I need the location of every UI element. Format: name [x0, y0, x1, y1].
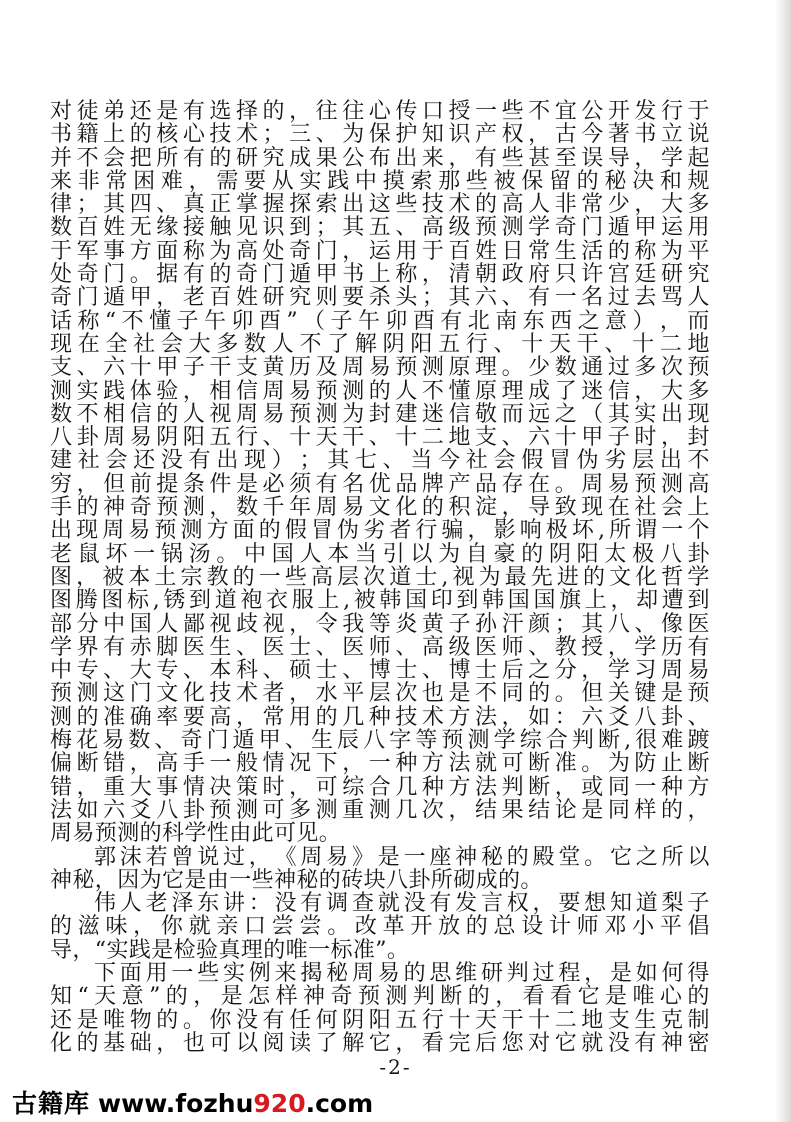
- text-line: 图 ， 被 本 土 宗 教 的 一 些 高 层 次 道 士 , 视 为 最 先 进 的 文 化 哲 学: [50, 564, 710, 590]
- page-number: -2-: [379, 1055, 412, 1079]
- text-line: 中 专 、 大 专 、 本 科 、 硕 士 、 博 士 、 博 士 后 之 分 ， 学 习 周 易: [50, 658, 710, 684]
- text-line: 梅 花 易 数 、 奇 门 遁 甲 、 生 辰 八 字 等 预 测 学 综 合 判 断 , 很 难 踱: [50, 728, 710, 754]
- text-line: 数 不 相 信 的 人 视 周 易 预 测 为 封 建 迷 信 敬 而 远 之 （ 其 实 出 现: [50, 401, 710, 427]
- text-line: 伟 人 老 泽 东 讲 ： 没 有 调 查 就 没 有 发 言 权 ， 要 想 知 道 梨 子: [94, 891, 710, 917]
- text-line: 老 鼠 坏 一 锅 汤 。 中 国 人 本 当 引 以 为 自 豪 的 阴 阳 太 极 八 卦: [50, 541, 710, 567]
- text-line: 的 滋 味 ， 你 就 亲 口 尝 尝 。 改 革 开 放 的 总 设 计 师 邓 小 平 倡: [50, 914, 710, 940]
- text-line: 并 不 会 把 所 有 的 研 究 成 果 公 布 出 来 ， 有 些 甚 至 误 导 ， 学 起: [50, 145, 710, 171]
- text-line: 周易预测的科学性由此可见。: [50, 821, 342, 847]
- text-line: 测 实 践 体 验 ， 相 信 周 易 预 测 的 人 不 懂 原 理 成 了 迷 信 ， 大 多: [50, 378, 710, 404]
- body-text: [50, 100, 710, 1055]
- text-line: 书 籍 上 的 核 心 技 术 ； 三 、 为 保 护 知 识 产 权 ， 古 今 著 书 立 说: [50, 122, 710, 148]
- text-line: 数 百 姓 无 缘 接 触 见 识 到 ； 其 五 、 高 级 预 测 学 奇 门 遁 甲 运 用: [50, 215, 710, 241]
- text-line: 图 腾 图 标 , 锈 到 道 袍 衣 服 上 , 被 韩 国 印 到 韩 国 国 旗 上 ， 却 遭 到: [50, 588, 710, 614]
- text-line: 穷 ， 但 前 提 条 件 是 必 须 有 名 优 品 牌 产 品 存 在 。 周 易 预 测 高: [50, 471, 710, 497]
- text-line: 测 的 准 确 率 要 高 ， 常 用 的 几 种 技 术 方 法 ， 如 ： 六 爻 八 卦 、: [50, 704, 710, 730]
- text-line: 奇 门 遁 甲 ， 老 百 姓 研 究 则 要 杀 头 ； 其 六 、 有 一 名 过 去 骂 人: [50, 285, 710, 311]
- text-line: 学 界 有 赤 脚 医 生 、 医 士 、 医 师 、 高 级 医 师 、 教 授 ， 学 历 有: [50, 634, 710, 660]
- text-line: 对 徒 弟 还 是 有 选 择 的 ， 往 往 心 传 口 授 一 些 不 宜 公 开 发 行 于: [50, 99, 710, 124]
- watermark: [12, 1084, 373, 1120]
- text-line: 手 的 神 奇 预 测 ， 数 千 年 周 易 文 化 的 积 淀 ， 导 致 现 在 社 会 上: [50, 495, 710, 521]
- watermark-url-prefix: www.fozhu: [98, 1089, 254, 1118]
- text-line: 导，“实践是检验真理的唯一标准”。: [50, 937, 410, 963]
- text-line: 于 军 事 方 面 称 为 高 处 奇 门 ， 运 用 于 百 姓 日 常 生 活 的 称 为 平: [50, 238, 710, 264]
- text-line: 还 是 唯 物 的 。 你 没 有 任 何 阴 阳 五 行 十 天 干 十 二 地 支 生 克 制: [50, 1007, 710, 1033]
- text-line: 律 ； 其 四 、 真 正 掌 握 探 索 出 这 些 技 术 的 高 人 非 常 少 ， 大 多: [50, 192, 710, 218]
- watermark-url-suffix: .com: [305, 1089, 374, 1118]
- text-line: 神秘，因为它是由一些神秘的砖块八卦所砌成的。: [50, 867, 543, 893]
- watermark-site-name: 古籍库: [12, 1089, 91, 1118]
- text-line: 下 面 用 一 些 实 例 来 揭 秘 周 易 的 思 维 研 判 过 程 ， 是 如 何 得: [94, 960, 710, 986]
- text-line: 建 社 会 还 没 有 出 现 ） ； 其 七 、 当 今 社 会 假 冒 伪 劣 层 出 不: [50, 448, 710, 474]
- text-line: 预 测 这 门 文 化 技 术 者 ， 水 平 层 次 也 是 不 同 的 。 但 关 键 是 预: [50, 681, 710, 707]
- text-line: 知 “ 天 意 ” 的 ， 是 怎 样 神 奇 预 测 判 断 的 ， 看 看 它 是 唯 心 的: [50, 984, 710, 1010]
- text-line: 部 分 中 国 人 鄙 视 歧 视 ， 令 我 等 炎 黄 子 孙 汗 颜 ； 其 八 、 像 医: [50, 611, 710, 637]
- text-line: 偏 断 错 ， 高 手 一 般 情 况 下 ， 一 种 方 法 就 可 断 准 。 为 防 止 断: [50, 751, 710, 777]
- text-line: 现 在 全 社 会 大 多 数 人 不 了 解 阴 阳 五 行 、 十 天 干 、 十 二 地: [50, 331, 710, 357]
- text-line: 话 称 “ 不 懂 子 午 卯 酉 ” （ 子 午 卯 酉 有 北 南 东 西 之 意 ） ， 而: [50, 308, 710, 334]
- text-line: 郭 沫 若 曾 说 过 ， 《 周 易 》 是 一 座 神 秘 的 殿 堂 。 它 之 所 以: [94, 844, 710, 870]
- text-line: 处 奇 门 。 据 有 的 奇 门 遁 甲 书 上 称 ， 清 朝 政 府 只 许 宫 廷 研 究: [50, 262, 710, 288]
- text-line: 化 的 基 础 ， 也 可 以 阅 读 了 解 它 ， 看 完 后 您 对 它 就 没 有 神 密: [50, 1030, 710, 1056]
- text-line: 法 如 六 爻 八 卦 预 测 可 多 测 重 测 几 次 ， 结 果 结 论 是 同 样 的 ，: [50, 797, 710, 823]
- text-line: 支 、 六 十 甲 子 干 支 黄 历 及 周 易 预 测 原 理 。 少 数 通 过 多 次 预: [50, 355, 710, 381]
- scan-shadow-edge: [775, 0, 791, 1122]
- text-line: 八 卦 周 易 阴 阳 五 行 、 十 天 干 、 十 二 地 支 、 六 十 甲 子 时 ， 封: [50, 425, 710, 451]
- text-line: 来 非 常 困 难 ， 需 要 从 实 践 中 摸 索 那 些 被 保 留 的 秘 决 和 规: [50, 168, 710, 194]
- text-line: 错 ， 重 大 事 情 决 策 时 ， 可 综 合 几 种 方 法 判 断 ， 或 同 一 种 方: [50, 774, 710, 800]
- text-line: 出 现 周 易 预 测 方 面 的 假 冒 伪 劣 者 行 骗 ， 影 响 极 坏 , 所 谓 一 个: [50, 518, 710, 544]
- watermark-url-number: 920: [253, 1089, 306, 1118]
